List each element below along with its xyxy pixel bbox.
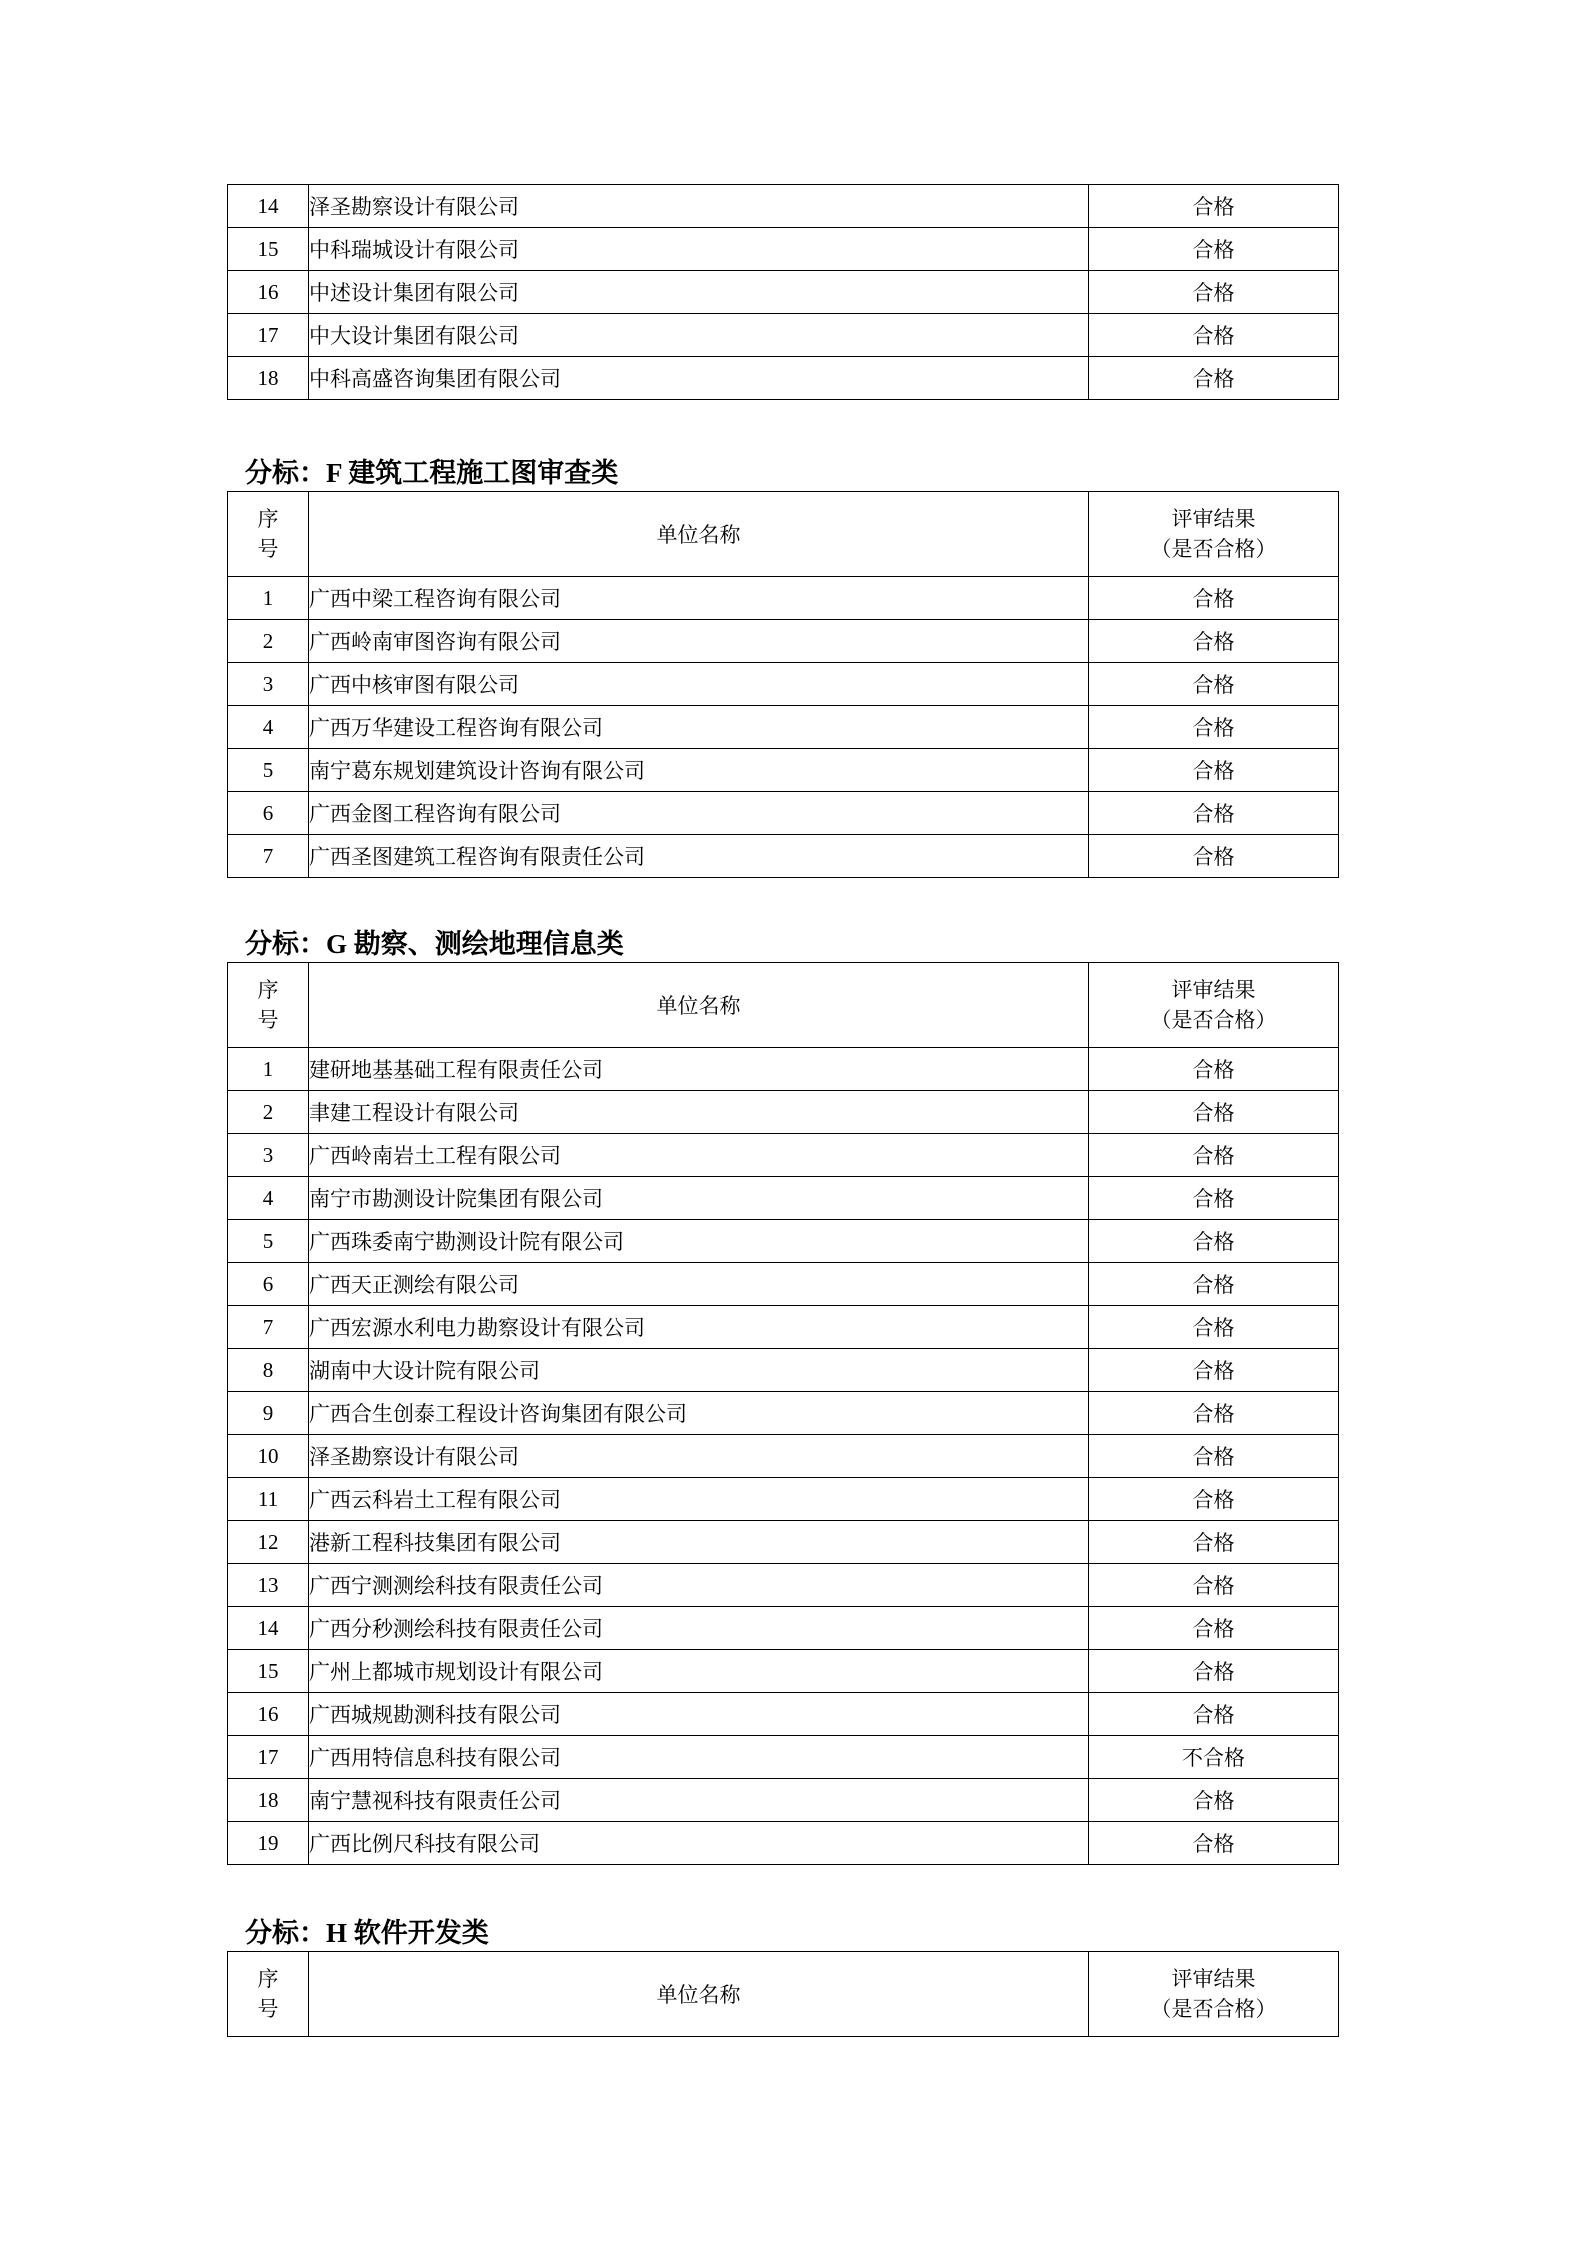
review-result: 合格	[1089, 228, 1339, 271]
review-result: 合格	[1089, 706, 1339, 749]
row-number: 12	[228, 1521, 309, 1564]
column-header-no: 序 号	[228, 492, 309, 577]
company-name: 南宁市勘测设计院集团有限公司	[309, 1177, 1089, 1220]
table-row	[228, 1564, 1339, 1607]
table-row	[228, 1134, 1339, 1177]
row-number: 7	[228, 1306, 309, 1349]
review-result: 合格	[1089, 1263, 1339, 1306]
row-number: 5	[228, 749, 309, 792]
row-number: 3	[228, 663, 309, 706]
table-row	[228, 1607, 1339, 1650]
row-number: 4	[228, 1177, 309, 1220]
review-result: 合格	[1089, 1693, 1339, 1736]
table-row	[228, 1779, 1339, 1822]
review-result: 合格	[1089, 1349, 1339, 1392]
table-row	[228, 1263, 1339, 1306]
review-result: 合格	[1089, 792, 1339, 835]
table-row	[228, 228, 1339, 271]
table-row	[228, 1650, 1339, 1693]
review-result: 合格	[1089, 1048, 1339, 1091]
company-name: 广西金图工程咨询有限公司	[309, 792, 1089, 835]
company-name: 广西圣图建筑工程咨询有限责任公司	[309, 835, 1089, 878]
table-header-row	[228, 492, 1339, 577]
table-row	[228, 1693, 1339, 1736]
row-number: 4	[228, 706, 309, 749]
company-name: 广西用特信息科技有限公司	[309, 1736, 1089, 1779]
review-result: 合格	[1089, 577, 1339, 620]
row-number: 17	[228, 1736, 309, 1779]
row-number: 5	[228, 1220, 309, 1263]
section-title-f: 分标：F 建筑工程施工图审查类	[245, 458, 619, 488]
review-result: 合格	[1089, 663, 1339, 706]
row-number: 19	[228, 1822, 309, 1865]
row-number: 9	[228, 1392, 309, 1435]
company-name: 广西分秒测绘科技有限责任公司	[309, 1607, 1089, 1650]
company-name: 中大设计集团有限公司	[309, 314, 1089, 357]
table-row	[228, 1349, 1339, 1392]
review-result: 合格	[1089, 1392, 1339, 1435]
table-row	[228, 271, 1339, 314]
company-name: 南宁葛东规划建筑设计咨询有限公司	[309, 749, 1089, 792]
company-name: 泽圣勘察设计有限公司	[309, 1435, 1089, 1478]
review-result: 合格	[1089, 1435, 1339, 1478]
table-row	[228, 185, 1339, 228]
company-name: 广西万华建设工程咨询有限公司	[309, 706, 1089, 749]
table-header-row	[228, 963, 1339, 1048]
row-number: 8	[228, 1349, 309, 1392]
company-name: 广西天正测绘有限公司	[309, 1263, 1089, 1306]
table-row	[228, 1435, 1339, 1478]
review-result: 合格	[1089, 1091, 1339, 1134]
section-title-h: 分标：H 软件开发类	[245, 1918, 489, 1948]
column-header-result: 评审结果 （是否合格）	[1089, 1952, 1339, 2037]
company-name: 中科高盛咨询集团有限公司	[309, 357, 1089, 400]
table-row	[228, 835, 1339, 878]
row-number: 6	[228, 792, 309, 835]
table-row	[228, 620, 1339, 663]
document-page	[227, 0, 1338, 2037]
column-header-no: 序 号	[228, 963, 309, 1048]
table-row	[228, 749, 1339, 792]
row-number: 3	[228, 1134, 309, 1177]
company-name: 广西比例尺科技有限公司	[309, 1822, 1089, 1865]
row-number: 14	[228, 185, 309, 228]
company-name: 广西岭南岩土工程有限公司	[309, 1134, 1089, 1177]
row-number: 10	[228, 1435, 309, 1478]
table-row	[228, 1392, 1339, 1435]
row-number: 17	[228, 314, 309, 357]
table-row	[228, 1091, 1339, 1134]
company-name: 广西中梁工程咨询有限公司	[309, 577, 1089, 620]
review-result: 合格	[1089, 1521, 1339, 1564]
company-name: 广州上都城市规划设计有限公司	[309, 1650, 1089, 1693]
company-name: 建研地基基础工程有限责任公司	[309, 1048, 1089, 1091]
company-name: 泽圣勘察设计有限公司	[309, 185, 1089, 228]
company-name: 广西岭南审图咨询有限公司	[309, 620, 1089, 663]
review-table-h	[227, 1951, 1339, 2037]
table-row	[228, 1521, 1339, 1564]
company-name: 广西合生创泰工程设计咨询集团有限公司	[309, 1392, 1089, 1435]
review-result: 合格	[1089, 835, 1339, 878]
company-name: 港新工程科技集团有限公司	[309, 1521, 1089, 1564]
review-result: 合格	[1089, 1134, 1339, 1177]
company-name: 中科瑞城设计有限公司	[309, 228, 1089, 271]
table-header-row	[228, 1952, 1339, 2037]
row-number: 15	[228, 1650, 309, 1693]
row-number: 18	[228, 1779, 309, 1822]
review-result: 合格	[1089, 620, 1339, 663]
table-row	[228, 706, 1339, 749]
column-header-result: 评审结果 （是否合格）	[1089, 492, 1339, 577]
row-number: 18	[228, 357, 309, 400]
table-row	[228, 1306, 1339, 1349]
review-result: 合格	[1089, 357, 1339, 400]
table-row	[228, 663, 1339, 706]
review-result: 合格	[1089, 1564, 1339, 1607]
review-result: 合格	[1089, 314, 1339, 357]
table-row	[228, 357, 1339, 400]
row-number: 11	[228, 1478, 309, 1521]
review-result: 合格	[1089, 1478, 1339, 1521]
table-row	[228, 1478, 1339, 1521]
column-header-name: 单位名称	[309, 1952, 1089, 2037]
review-result: 合格	[1089, 1306, 1339, 1349]
review-result: 合格	[1089, 1650, 1339, 1693]
row-number: 15	[228, 228, 309, 271]
company-name: 广西珠委南宁勘测设计院有限公司	[309, 1220, 1089, 1263]
review-table-g	[227, 962, 1339, 1865]
row-number: 13	[228, 1564, 309, 1607]
row-number: 14	[228, 1607, 309, 1650]
review-result: 合格	[1089, 1220, 1339, 1263]
table-row	[228, 577, 1339, 620]
company-name: 广西宁测测绘科技有限责任公司	[309, 1564, 1089, 1607]
section-title-g: 分标：G 勘察、测绘地理信息类	[245, 929, 624, 959]
table-row	[228, 1736, 1339, 1779]
column-header-name: 单位名称	[309, 963, 1089, 1048]
row-number: 6	[228, 1263, 309, 1306]
row-number: 7	[228, 835, 309, 878]
company-name: 湖南中大设计院有限公司	[309, 1349, 1089, 1392]
row-number: 2	[228, 620, 309, 663]
review-result: 合格	[1089, 1822, 1339, 1865]
row-number: 16	[228, 1693, 309, 1736]
table-row	[228, 1177, 1339, 1220]
row-number: 16	[228, 271, 309, 314]
review-table-f	[227, 491, 1339, 878]
company-name: 广西城规勘测科技有限公司	[309, 1693, 1089, 1736]
table-row	[228, 314, 1339, 357]
table-row	[228, 1220, 1339, 1263]
company-name: 南宁慧视科技有限责任公司	[309, 1779, 1089, 1822]
review-result: 合格	[1089, 271, 1339, 314]
table-row	[228, 1048, 1339, 1091]
review-result: 合格	[1089, 185, 1339, 228]
company-name: 中述设计集团有限公司	[309, 271, 1089, 314]
company-name: 聿建工程设计有限公司	[309, 1091, 1089, 1134]
row-number: 2	[228, 1091, 309, 1134]
review-result: 不合格	[1089, 1736, 1339, 1779]
company-name: 广西中核审图有限公司	[309, 663, 1089, 706]
row-number: 1	[228, 1048, 309, 1091]
column-header-result: 评审结果 （是否合格）	[1089, 963, 1339, 1048]
review-result: 合格	[1089, 1607, 1339, 1650]
review-result: 合格	[1089, 1779, 1339, 1822]
company-name: 广西云科岩土工程有限公司	[309, 1478, 1089, 1521]
row-number: 1	[228, 577, 309, 620]
column-header-no: 序 号	[228, 1952, 309, 2037]
review-result: 合格	[1089, 1177, 1339, 1220]
review-table-continued	[227, 184, 1339, 400]
column-header-name: 单位名称	[309, 492, 1089, 577]
company-name: 广西宏源水利电力勘察设计有限公司	[309, 1306, 1089, 1349]
table-row	[228, 1822, 1339, 1865]
table-row	[228, 792, 1339, 835]
review-result: 合格	[1089, 749, 1339, 792]
